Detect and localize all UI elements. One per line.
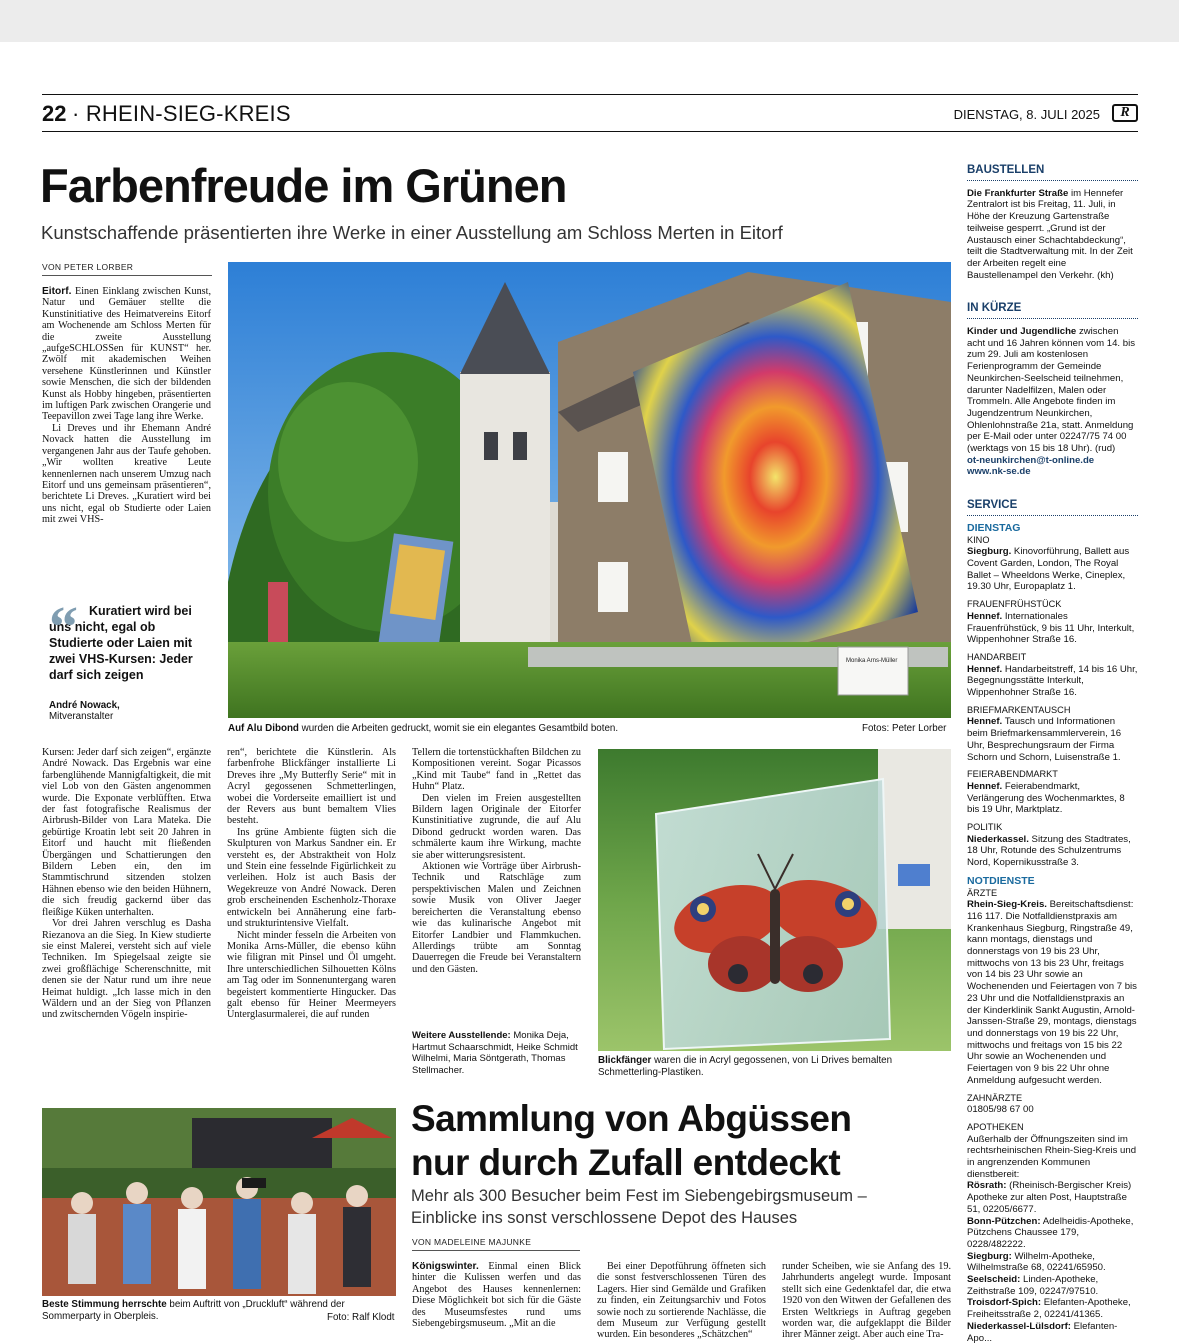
party-photo [42,1108,396,1296]
article1-text: Li Dreves und ihr Ehemann André Novack hatten die Ausstellung im vergangenen Jahr aus der Taufe gehoben. „Wir wollten kreative Leute kennenlernen nach unserem Umzug nach Eitorf und uns gemeinsam präsentieren“, berichtete Li Dreves. „Kuratiert wird bei uns nicht, egal ob Studierte oder Laien mit zwei VHS- [42,422,211,526]
aerzte-place: Rhein-Sieg-Kreis. [967,899,1047,911]
service-text: Feierabendmarkt, Verlängerung des Wochenmarktes, 8 bis 19 Uhr, Marktplatz. [967,780,1125,816]
newspaper-logo: R [1112,104,1138,122]
baustellen-heading: BAUSTELLEN [967,165,1138,181]
article1-headline: Farbenfreude im Grünen [40,159,567,212]
inkuerze-text: zwischen acht und 16 Jahren können vom 14. bis zum 29. Juli am kostenlosen Ferienprogramm der Gemeinde Neunkirchen-Seelscheid teilnehmen, darunter Nadelfilzen, Malen oder Trommeln. Alle Angebote finden im Jugendzentrum Neunkirchen, Ohlenlohnstraße 21a, statt. Anmeldung per E-Mail oder unter 02247/75 74 00 (werktags von 15 bis 18 Uhr). (rud) [967,326,1136,455]
zahnaerzte-phone: 01805/98 67 00 [967,1104,1034,1116]
photo1-caption [228,723,848,735]
article1-col3 [412,747,581,975]
service-place: Hennef. [967,780,1003,792]
quote-text: Kuratiert wird bei uns nicht, egal ob Studierte oder Laien mit zwei VHS-Kursen: Jeder darf sich zeigen [49,604,193,682]
article1-col1-lower [42,747,211,1021]
butterfly-photo [598,749,951,1051]
apotheke-place: Rösrath: [967,1180,1007,1192]
article1-text: Nicht minder fesseln die Arbeiten von Monika Arns-Müller, die ebenso kühn wie filigran mit Pinsel und Öl umgeht. Ihre unterschiedlichen Silhouetten Kölns am Tag oder im Sonnenuntergang waren begeistert kommentierte Hingucker. Das galt ebenso für Heiner Meermeyers Unterglasurmalerei, die auf runden [227,929,396,1021]
article2-text: Bei einer Depotführung öffneten sich die sonst festverschlossenen Türen des Lagers. Hier sind Gemälde und Grafiken zu finden, ein Zeitungsarchiv und Fotos sowie noch zu sortierende Nachlässe, die dem Museum zur Verfügung gestellt wurden. Ein besonderes „Schätzchen“ [597,1261,766,1341]
service-place: Siegburg. [967,546,1012,558]
article1-text: Tellern die tortenstückhaften Bildchen zu Kompositionen vereint. Sogar Picassos „Kind mit Taube“ fand in „Rettet das Huhn“ Platz. [412,747,581,793]
article1-col1-upper [42,286,211,526]
photo2-caption-bold: Blickfänger [598,1055,652,1066]
article2-subhead [411,1185,867,1229]
apotheke-text: Wilhelm-Apotheke, Wilhelmstraße 68, 02241/65950. [967,1250,1106,1274]
main-photo-exhibition [228,262,951,718]
apotheke-place: Troisdorf-Spich: [967,1297,1042,1309]
more-exhibitors [412,1030,582,1076]
article1-text: Einen Einklang zwischen Kunst, Natur und Gemäuer stellte die Kunstinitiative des Heimatvereins Eitorf am Wochenende am Schloss Merten für die zweite Ausstellung „aufgeSCHLOSSen für KUNST“ her. Zwölf mit akademischen Weihen versehene Künstlerinnen und Künstler sowie Menschen, die sich der bildenden Kunst als Hobby hingeben, präsentierten im luftigen Park zwischen Orangerie und Teepavillon zwei Tage lang ihre Werke. [42,286,211,423]
aerzte-text: Bereitschaftsdienst: 116 117. Die Notfalldienstpraxis am Krankenhaus Siegburg, Ringstraße 49, kann montags, dienstags und donnerstags von 19 bis 23 Uhr, mittwochs von 13 bis 23 Uhr, freitags von 14 bis 23 Uhr sowie an Wochenenden und Feiertagen von 7 bis 23 Uhr und die Notfalldienstpraxis an der Kinderklinik Sankt Augustin, Arnold-Janssen-Straße 29, montags, dienstags und donnerstags von 19 bis 22 Uhr, mittwochs und freitags von 15 bis 22 Uhr sowie an Wochenenden und Feiertagen von 9 bis 22 Uhr ohne Anmeldung aufgesucht werden. [967,899,1137,1086]
apotheke-text: Elefanten-Apo... [967,1320,1118,1344]
baustellen-lead: Die Frankfurter Straße [967,187,1069,199]
service-entry [967,769,1138,816]
service-entry [967,652,1138,699]
quote-author: André Nowack, [49,700,120,711]
article1-text: Ins grüne Ambiente fügten sich die Skulpturen von Markus Sandner ein. Er versteht es, der Abstraktheit von Holz und Stein eine fesselnde Figürlichkeit zu verleihen. Holz ist auch Basis der Wegekreuze von André Nowack. Deren grob erscheinenden Eschenholz-Thoraxe entwickeln bei Annäherung eine farb- und strukturintensive Vielfalt. [227,826,396,930]
apotheke-text: Adelheidis-Apotheke, Pützchens Chaussee 179, 0228/482222. [967,1215,1134,1250]
article2-headline-line2: nur durch Zufall entdeckt [411,1142,841,1183]
apotheke-text: (Rheinisch-Bergischer Kreis) Apotheke zur alten Post, Hauptstraße 51, 02205/6677. [967,1180,1132,1215]
article1-subhead: Kunstschaffende präsentierten ihre Werke in einer Ausstellung am Schloss Merten in Eitorf [41,222,783,243]
article2-text: Einmal einen Blick hinter die Kulissen werfen und das Angebot des Hauses kennenlernen: Diese Möglichkeit bot sich für die Gäste des Museumsfestes rund ums Siebengebirgsmuseum. „Mit an die [412,1261,581,1330]
photo1-caption-text: wurden die Arbeiten gedruckt, womit sie ein elegantes Gesamtbild boten. [301,723,619,734]
article1-byline: VON PETER LORBER [42,262,212,276]
sidebar [967,165,1138,1344]
baustellen-text: im Hennefer Zentralort ist bis Freitag, 11. Juli, in Höhe der Kreuzung Gartenstraße teilweise gesperrt. „Grund ist der Austausch einer Schachtabdeckung“, teilt die Stadtverwaltung mit. In der Zeit der Arbeiten regelt eine Baustellenampel den Verkehr. (kh) [967,187,1133,281]
page-number: 22 [42,101,67,126]
service-text: Tausch und Informationen beim Briefmarkensammlerverein, 16 Uhr, Besprechungsraum der Firma Schorn und Schorn, Luisenstraße 1. [967,716,1122,763]
quote-role: Mitveranstalter [49,711,114,722]
service-entry [967,705,1138,764]
service-category: FRAUENFRÜHSTÜCK [967,599,1062,610]
service-text: Internationales Frauenfrühstück, 9 bis 11 Uhr, Interkult, Wippenhohner Straße 16. [967,610,1135,646]
service-category: BRIEFMARKENTAUSCH [967,704,1071,715]
article2-headline-line1: Sammlung von Abgüssen [411,1098,852,1139]
more-exhibitors-text: Monika Deja, Hartmut Schaarschmidt, Heike Schmidt Wilhelmi, Maria Söntgerath, Thomas Stellmacher. [412,1030,578,1076]
article1-text: Den vielen im Freien ausgestellten Bildern lagen Originale der Eitorfer Kunstinitiative zugrunde, die auf Alu Dibond gedruckt worden waren. Das schmälerte kaum ihre Wirkung, machte sie aber witterungsresistent. [412,792,581,861]
article2-col2 [597,1261,766,1341]
service-text: Handarbeitstreff, 14 bis 16 Uhr, Begegnungsstätte Interkult, Wippenhohner Straße 16. [967,663,1138,699]
article2-col3 [782,1261,951,1341]
apotheke-place: Niederkassel-Lülsdorf: [967,1320,1071,1332]
party-photo-credit: Foto: Ralf Klodt [327,1312,395,1323]
service-place: Hennef. [967,610,1003,622]
service-category: POLITIK [967,822,1003,833]
photo1-credit: Fotos: Peter Lorber [862,723,947,734]
service-heading: SERVICE [967,500,1138,516]
service-text: Sitzung des Stadtrates, 18 Uhr, Rotunde des Schulzentrums Nord, Kopernikusstraße 3. [967,833,1131,869]
service-day: DIENSTAG [967,521,1021,534]
article1-text: ren“, berichtete die Künstlerin. Als farbenfrohe Blickfänger installierte Li Dreves ihre „My Butterfly Serie“ mit in Acryl gegossenen Schmetterlingen, wobei die Vorderseite emailliert ist und der Revers aus bunt bemaltem Vlies besteht. [227,747,396,827]
service-place: Niederkassel. [967,833,1029,845]
service-entry [967,535,1138,594]
section-name: · RHEIN-SIEG-KREIS [72,101,291,126]
party-caption-text: beim Auftritt von „Druckluft“ während der Sommerparty in Oberpleis. [42,1299,345,1322]
article2-subhead-line2: Einblicke ins sonst verschlossene Depot des Hauses [411,1209,798,1227]
issue-date: DIENSTAG, 8. JULI 2025 [953,107,1100,122]
article2-text: runder Scheiben, wie sie Anfang des 19. Jahrhunderts angelegt wurde. Imposant stellt sich eine Gedenktafel dar, die etwa 1920 von den Witwen der Gefallenen des Ersten Weltkriegs in Auftrag gegeben worden war, die aufgeklappt die Bilder ihrer Männer zeigt. Aber auch eine Tra- [782,1261,951,1341]
zahnaerzte-category: ZAHNÄRZTE [967,1092,1023,1103]
article1-text: Aktionen wie Vorträge über Airbrush-Technik und Ratschläge zum perspektivischen Malen und Zeichnen sowie Musik von Oliver Jaeger bereicherten die Veranstaltung ebenso wie das kulinarische Angebot mit Eitorfer Landbier und Flammkuchen. Allerdings trübte am Sonntag Dauerregen die Freude bei Veranstaltern und den Gästen. [412,861,581,975]
article2-col1 [412,1261,581,1329]
article2-byline: VON MADELEINE MAJUNKE [412,1237,580,1251]
service-category: FEIERABENDMARKT [967,769,1058,780]
service-text: Kinovorführung, Ballett aus Covent Garden, London, The Royal Ballet – Wheeldons Werke, Cineplex, 19.30 Uhr, Europaplatz 1. [967,546,1130,593]
pull-quote [49,594,209,722]
apotheke-place: Siegburg: [967,1250,1012,1262]
article2-headline [411,1097,851,1185]
apotheke-text: Elefanten-Apotheke, Freiheitsstraße 2, 02241/41365. [967,1297,1131,1321]
inkuerze-heading: IN KÜRZE [967,303,1138,319]
baustellen-block [967,165,1138,281]
inkuerze-block [967,303,1138,478]
party-caption-bold: Beste Stimmung herrschte [42,1299,167,1310]
photo2-caption [598,1055,952,1079]
article1-col2 [227,747,396,1021]
photo2-caption-text: waren die in Acryl gegossenen, von Li Drives bemalten Schmetterling-Plastiken. [598,1055,893,1078]
more-exhibitors-label: Weitere Ausstellende: [412,1030,511,1041]
article1-text: Vor drei Jahren verschlug es Dasha Riezanova an die Sieg. In Kiew studierte sie einst Malerei, versteht sich auf viele Techniken. Im Spiegelsaal zeigte sie zwei großflächige Scherenschnitte, mit denen sie der Natur rund um ihre neue Heimat huldigt. „Ich lasse mich in den Wäldern und an der Sieg von Pflanzen und zwitschernden Vögeln inspirie- [42,918,211,1021]
aerzte-category: ÄRZTE [967,887,998,898]
inkuerze-email-link[interactable]: ot-neunkirchen@t-online.de [967,454,1095,466]
service-block [967,500,1138,1344]
photo1-caption-bold: Auf Alu Dibond [228,723,299,734]
apotheke-place: Seelscheid: [967,1274,1021,1286]
service-entry [967,599,1138,646]
quote-icon: “ [49,594,78,659]
notdienste-heading: NOTDIENSTE [967,874,1035,887]
article1-dateline: Eitorf. [42,286,72,297]
inkuerze-lead: Kinder und Jugendliche [967,326,1077,338]
service-place: Hennef. [967,716,1003,728]
article2-dateline: Königswinter. [412,1261,479,1272]
artwork-sign: Monika Arns-Müller [846,658,898,664]
apotheke-place: Bonn-Pützchen: [967,1215,1041,1227]
service-place: Hennef. [967,663,1003,675]
page-header [42,94,1138,132]
service-category: HANDARBEIT [967,651,1027,662]
apotheke-text: Linden-Apotheke, Zeithstraße 109, 02247/97510. [967,1274,1099,1297]
article1-text: Kursen: Jeder darf sich zeigen“, ergänzte André Nowack. Das Ergebnis war eine farbenglühende Mannigfaltigkeit, die mit viel Lob von den Gästen angenommen wurde. Die Exponate verblüfften. Etwa der fast fotografische Realismus der Airbrush-Bilder von Lara Mateka. Die gebürtige Kroatin lebt seit 20 Jahren in Eitorf und haucht mit fließenden Übergängen und Schattierungen den Bildern Leben ein, den im Stammtischrund sitzenden stolzen Hähnen ebenso wie den beiden Hühnern, die sich freudig gackernd über das fleißige Küken unterhalten. [42,747,211,918]
service-entry [967,822,1138,869]
article2-subhead-line1: Mehr als 300 Besucher beim Fest im Siebengebirgsmuseum – [411,1187,867,1205]
inkuerze-web-link[interactable]: www.nk-se.de [967,466,1031,478]
top-gray-bar [0,0,1179,42]
apotheken-text: Außerhalb der Öffnungszeiten sind im rechtsrheinischen Rhein-Sieg-Kreis und in angrenzenden Kommunen dienstbereit: [967,1133,1137,1180]
service-category: KINO [967,534,990,545]
apotheken-category: APOTHEKEN [967,1121,1024,1132]
